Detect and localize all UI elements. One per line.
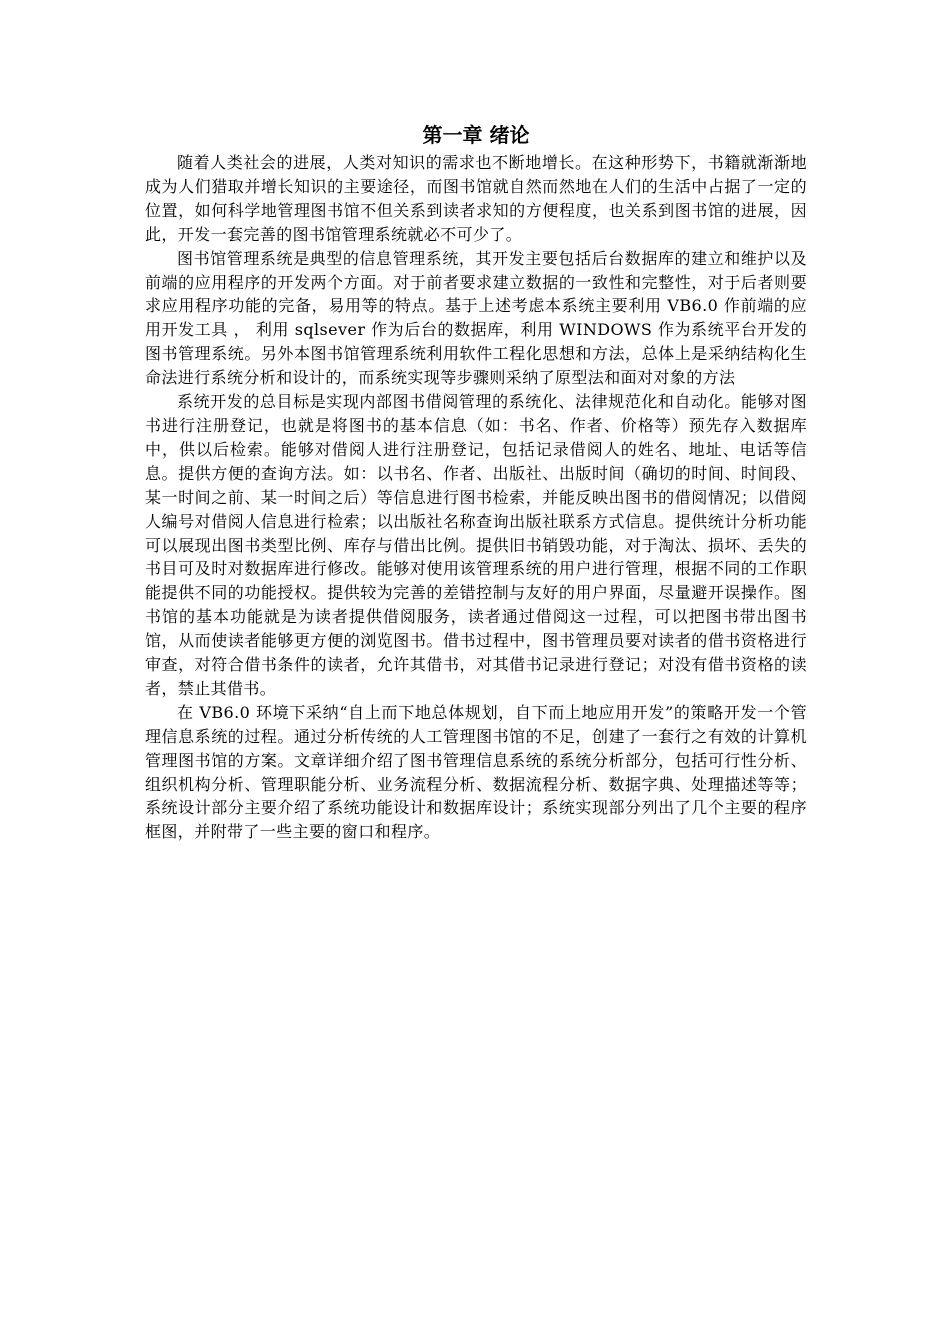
paragraph-system-overview: 图书馆管理系统是典型的信息管理系统，其开发主要包括后台数据库的建立和维护以及前端的应用程序的开发两个方面。对于前者要求建立数据的一致性和完整性，对于后者则要求应用程序功能的完备，易用等的特点。基于上述考虑本系统主要利用 VB6.0 作前端的应用开发工具 ， 利用 sqlsever 作为后台的数据库，利用 WINDOWS 作为系统平台开发的图书管理系统。另外本图书馆管理系统利用软件工程化思想和方法，总体上是采纳结构化生命法进行系统分析和设计的，而系统实现等步骤则采纳了原型法和面对对象的方法 — [145, 248, 807, 388]
paragraph-intro: 随着人类社会的进展，人类对知识的需求也不断地增长。在这种形势下，书籍就渐渐地成为人们猎取并增长知识的主要途径，而图书馆就自然而然地在人们的生活中占据了一定的位置，如何科学地管理图书馆不但关系到读者求知的方便程度，也关系到图书馆的进展，因此，开发一套完善的图书馆管理系统就必不可少了。 — [145, 153, 807, 244]
paragraph-development-goals: 系统开发的总目标是实现内部图书借阅管理的系统化、法律规范化和自动化。能够对图书进行注册登记，也就是将图书的基本信息（如：书名、作者、价格等）预先存入数据库中，供以后检索。能够对借阅人进行注册登记，包括记录借阅人的姓名、地址、电话等信息。提供方便的查询方法。如：以书名、作者、出版社、出版时间（确切的时间、时间段、某一时间之前、某一时间之后）等信息进行图书检索，并能反映出图书的借阅情况；以借阅人编号对借阅人信息进行检索；以出版社名称查询出版社联系方式信息。提供统计分析功能可以展现出图书类型比例、库存与借出比例。提供旧书销毁功能，对于淘汰、损坏、丢失的书目可及时对数据库进行修改。能够对使用该管理系统的用户进行管理，根据不同的工作职能提供不同的功能授权。提供较为完善的差错控制与友好的用户界面，尽量避开误操作。图书馆的基本功能就是为读者提供借阅服务，读者通过借阅这一过程，可以把图书带出图书馆，从而使读者能够更方便的浏览图书。借书过程中，图书管理员要对读者的借书资格进行审查，对符合借书条件的读者，允许其借书，对其借书记录进行登记；对没有借书资格的读者，禁止其借书。 — [145, 392, 807, 698]
document-page — [145, 121, 807, 844]
paragraph-method-summary: 在 VB6.0 环境下采纳“自上而下地总体规划，自下而上地应用开发”的策略开发一个管理信息系统的过程。通过分析传统的人工管理图书馆的不足，创建了一套行之有效的计算机管理图书馆的方案。文章详细介绍了图书管理信息系统的系统分析部分，包括可行性分析、组织机构分析、管理职能分析、业务流程分析、数据流程分析、数据字典、处理描述等等；系统设计部分主要介绍了系统功能设计和数据库设计；系统实现部分列出了几个主要的程序框图，并附带了一些主要的窗口和程序。 — [145, 702, 807, 842]
chapter-title: 第一章 绪论 — [422, 123, 530, 147]
